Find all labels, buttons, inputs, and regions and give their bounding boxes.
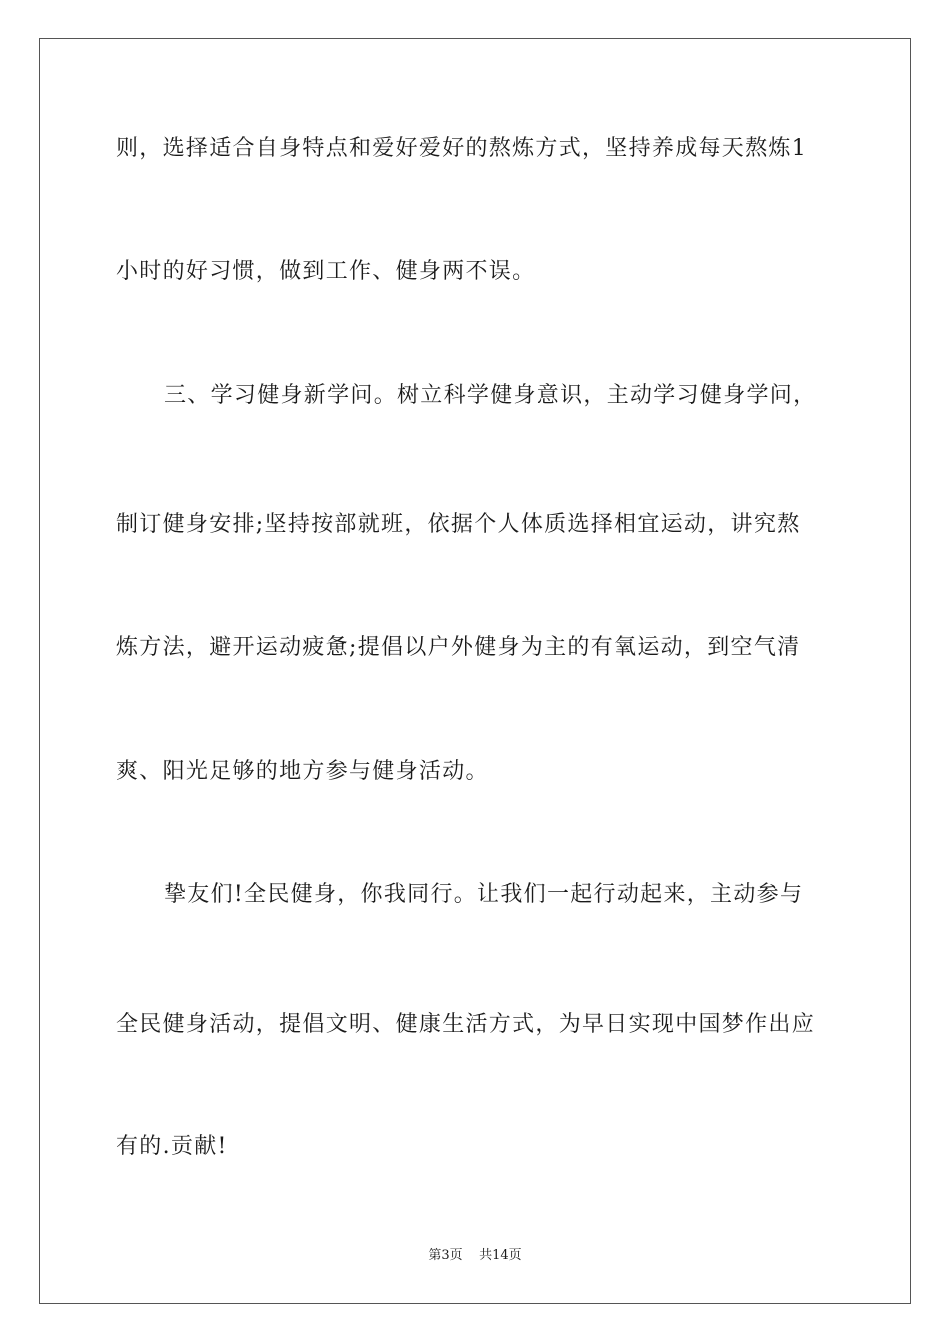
body-line-6: 爽、阳光足够的地方参与健身活动。 [116,759,489,784]
body-line-9: 有的.贡献! [116,1134,228,1159]
body-line-5: 炼方法，避开运动疲惫;提倡以户外健身为主的有氧运动，到空气清 [116,635,801,660]
total-pages: 共14页 [479,1248,522,1263]
body-line-4: 制订健身安排;坚持按部就班，依据个人体质选择相宜运动，讲究熬 [116,512,801,537]
page-number: 第3页 [428,1248,463,1263]
page-footer [0,1247,950,1265]
page-border [39,38,911,1304]
body-line-2: 小时的好习惯，做到工作、健身两不误。 [116,259,536,284]
body-line-1: 则，选择适合自身特点和爱好爱好的熬炼方式，坚持养成每天熬炼1 [116,136,807,161]
body-line-8: 全民健身活动，提倡文明、健康生活方式，为早日实现中国梦作出应 [116,1012,816,1037]
body-line-7: 挚友们!全民健身，你我同行。让我们一起行动起来，主动参与 [164,882,804,907]
body-line-3: 三、学习健身新学问。树立科学健身意识，主动学习健身学问， [164,383,817,408]
